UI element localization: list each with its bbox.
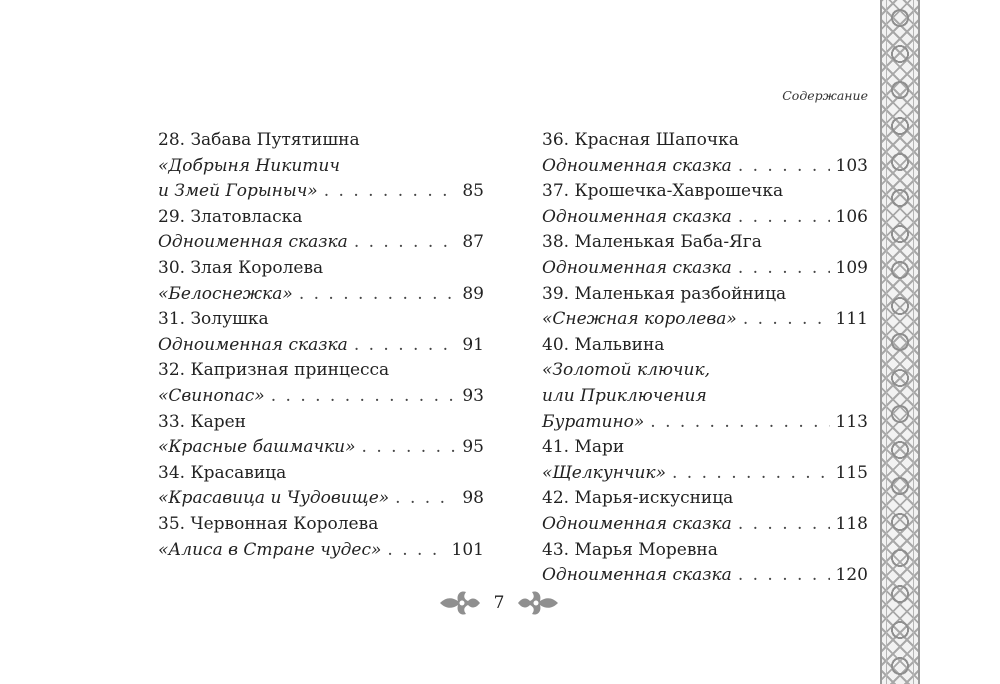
- toc-entry-title: 39. Маленькая разбойница: [542, 283, 787, 304]
- toc-entry-title: 34. Красавица: [158, 462, 287, 483]
- toc-entry-title: 40. Мальвина: [542, 334, 665, 355]
- toc-entry-source: Одноименная сказка: [542, 155, 732, 176]
- toc-entry-leader-line: [542, 307, 868, 333]
- toc-entry-leader-line: [158, 384, 484, 410]
- toc-entry-source: «Свинопас»: [158, 385, 265, 406]
- toc-entry-page-number: 89: [462, 283, 484, 304]
- toc-entry: [542, 128, 868, 179]
- toc-entry-page-number: 93: [462, 385, 484, 406]
- toc-entry-page-number: 95: [462, 437, 484, 458]
- toc-entry-page-number: 111: [835, 309, 868, 330]
- toc-entry-page-number: 113: [835, 411, 868, 432]
- toc-entry: [158, 512, 484, 563]
- toc-entry-source: Одноименная сказка: [158, 334, 348, 355]
- dot-leader: [362, 435, 456, 461]
- page-folio: [432, 586, 566, 620]
- toc-entry-leader-line: [158, 486, 484, 512]
- toc-entry-leader-line: [542, 205, 868, 231]
- toc-entry-source: «Снежная королева»: [542, 309, 737, 330]
- toc-entry: [158, 205, 484, 256]
- dot-leader: [738, 205, 830, 231]
- toc-entry-source: Одноименная сказка: [158, 232, 348, 253]
- toc-entry-page-number: 101: [451, 539, 484, 560]
- toc-entry-leader-line: [158, 230, 484, 256]
- fleuron-right-icon: [516, 588, 560, 618]
- toc-column-right: [542, 128, 868, 589]
- dot-leader: [738, 563, 830, 589]
- toc-entry-source: Одноименная сказка: [542, 565, 732, 586]
- toc-entry: [158, 307, 484, 358]
- toc-entry: [542, 538, 868, 589]
- toc-entry-title: 33. Карен: [158, 411, 247, 432]
- toc-entry-page-number: 118: [835, 513, 868, 534]
- toc-entry: [542, 179, 868, 230]
- toc-entry-page-number: 91: [462, 334, 484, 355]
- toc-entry-leader-line: [158, 538, 484, 564]
- toc-entry: [542, 486, 868, 537]
- toc-entry: [158, 256, 484, 307]
- toc-entry: [158, 410, 484, 461]
- toc-entry-source: и Змей Горыныч»: [158, 181, 318, 202]
- toc-entry: [542, 230, 868, 281]
- decorative-border-strip: [880, 0, 920, 684]
- toc-entry: [158, 358, 484, 409]
- toc-entry-title: 41. Мари: [542, 437, 625, 458]
- dot-leader: [650, 410, 829, 436]
- running-head: Содержание: [782, 88, 868, 103]
- toc-entry-leader-line: [158, 435, 484, 461]
- toc-entry-leader-line: [542, 563, 868, 589]
- toc-entry-page-number: 87: [462, 232, 484, 253]
- dot-leader: [324, 179, 456, 205]
- toc-entry-source: «Белоснежка»: [158, 283, 293, 304]
- toc-entry: [542, 282, 868, 333]
- page-number: 7: [493, 593, 505, 613]
- toc-entry-title: 31. Золушка: [158, 309, 269, 330]
- dot-leader: [738, 154, 830, 180]
- toc-entry-source: «Красавица и Чудовище»: [158, 488, 390, 509]
- toc-entry-source: Одноименная сказка: [542, 257, 732, 278]
- toc-entry-title: 36. Красная Шапочка: [542, 130, 739, 150]
- toc-entry-title: 29. Златовласка: [158, 206, 303, 227]
- toc-entry-page-number: 120: [835, 565, 868, 586]
- toc-entry-title: 38. Маленькая Баба-Яга: [542, 232, 762, 253]
- toc-entry-leader-line: [158, 179, 484, 205]
- toc-entry: [158, 461, 484, 512]
- toc-entry-leader-line: [542, 154, 868, 180]
- dot-leader: [395, 486, 456, 512]
- toc-entry-page-number: 103: [835, 155, 868, 176]
- dot-leader: [738, 256, 830, 282]
- dot-leader: [271, 384, 456, 410]
- toc-entry-leader-line: [542, 512, 868, 538]
- toc-entry-leader-line: [542, 256, 868, 282]
- toc-entry-source: или Приключения: [542, 385, 707, 406]
- toc-entry-source: «Золотой ключик,: [542, 360, 711, 381]
- toc-entry-leader-line: [542, 461, 868, 487]
- toc-entry-title: 42. Марья-искусница: [542, 488, 734, 509]
- toc-entry-title: 30. Злая Королева: [158, 257, 324, 278]
- dot-leader: [672, 461, 830, 487]
- toc-entry-source: Буратино»: [542, 411, 645, 432]
- toc-entry-page-number: 85: [462, 181, 484, 202]
- dot-leader: [354, 230, 456, 256]
- dot-leader: [387, 538, 445, 564]
- toc-entry-page-number: 115: [835, 462, 868, 483]
- toc-entry-page-number: 109: [835, 257, 868, 278]
- dot-leader: [743, 307, 830, 333]
- toc-entry: [158, 128, 484, 205]
- toc-entry-page-number: 98: [462, 488, 484, 509]
- toc-entry-leader-line: [158, 282, 484, 308]
- toc-entry-source: «Красные башмачки»: [158, 437, 356, 458]
- toc-entry-title: 37. Крошечка-Хаврошечка: [542, 181, 784, 202]
- toc-entry-source: «Алиса в Стране чудес»: [158, 539, 382, 560]
- toc-entry-source: Одноименная сказка: [542, 513, 732, 534]
- dot-leader: [354, 333, 456, 359]
- toc-entry-leader-line: [542, 410, 868, 436]
- toc-entry-title: 32. Капризная принцесса: [158, 360, 390, 381]
- toc-entry-title: 28. Забава Путятишна: [158, 130, 360, 150]
- toc-entry-source: Одноименная сказка: [542, 206, 732, 227]
- toc-entry: [542, 435, 868, 486]
- toc-entry: [542, 333, 868, 435]
- toc-entry-title: 35. Червонная Королева: [158, 513, 379, 534]
- toc-entry-page-number: 106: [835, 206, 868, 227]
- dot-leader: [299, 282, 456, 308]
- toc-entry-title: 43. Марья Моревна: [542, 539, 718, 560]
- fleuron-left-icon: [438, 588, 482, 618]
- toc-entry-leader-line: [158, 333, 484, 359]
- toc-entry-source: «Добрыня Никитич: [158, 155, 340, 176]
- toc-entry-source: «Щелкунчик»: [542, 462, 666, 483]
- toc-column-left: [158, 128, 484, 563]
- dot-leader: [738, 512, 830, 538]
